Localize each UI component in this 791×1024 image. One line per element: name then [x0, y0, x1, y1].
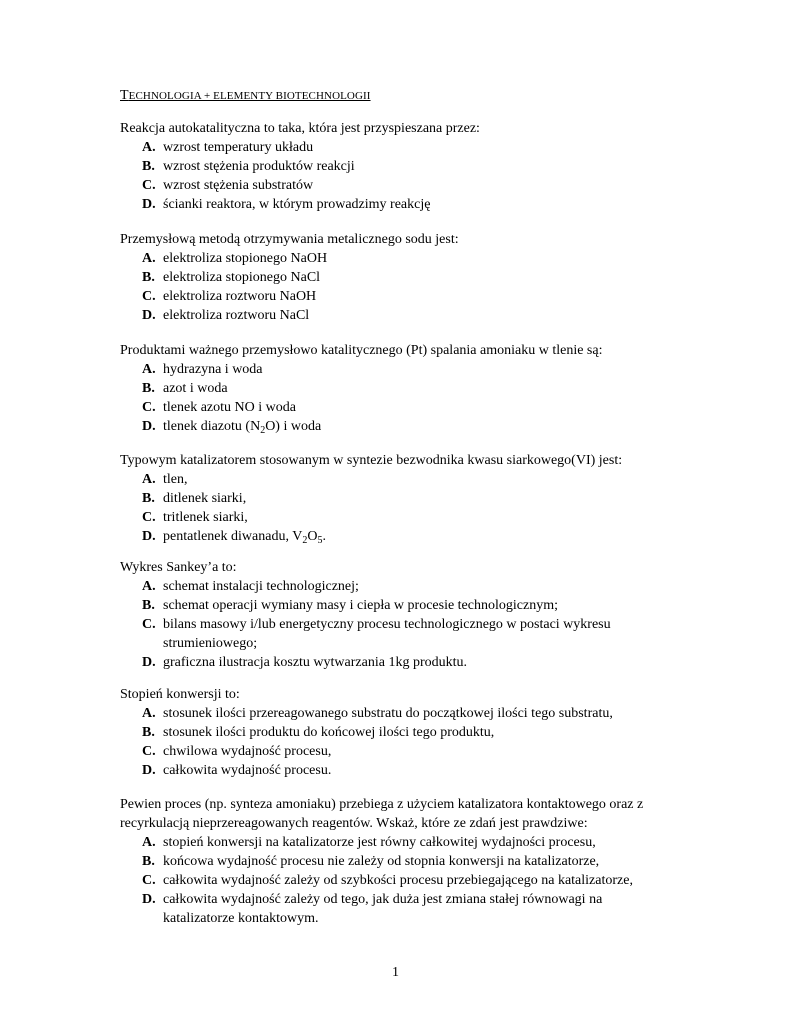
- option-b: [120, 723, 680, 742]
- question-2: [120, 230, 680, 325]
- option-b: [120, 379, 680, 398]
- option-label: A.: [142, 251, 156, 266]
- option-text: azot i woda: [163, 381, 228, 396]
- option-text: bilans masowy i/lub energetyczny procesu technologicznego w postaci wykresu strumieniowego;: [163, 617, 611, 651]
- option-d: [120, 761, 680, 780]
- option-text: całkowita wydajność procesu.: [163, 763, 332, 778]
- question-text: Reakcja autokatalityczna to taka, która jest przyspieszana przez:: [120, 121, 480, 136]
- option-label: A.: [142, 362, 156, 377]
- option-label: B.: [142, 598, 155, 613]
- option-b: [120, 489, 680, 508]
- option-c: [120, 742, 680, 761]
- question-text: Stopień konwersji to:: [120, 687, 240, 702]
- title-initial: T: [120, 88, 129, 103]
- option-label: A.: [142, 472, 156, 487]
- option-text: wzrost stężenia substratów: [163, 178, 314, 193]
- option-text: tlenek diazotu $(N_2O)$ i woda: [163, 419, 322, 436]
- question-4: [120, 451, 680, 546]
- option-c: [120, 508, 680, 527]
- option-label: A.: [142, 835, 156, 850]
- option-text: graficzna ilustracja kosztu wytwarzania 1kg produktu.: [163, 655, 468, 670]
- option-label: D.: [142, 763, 156, 778]
- option-text: wzrost temperatury układu: [163, 140, 314, 155]
- option-text: elektroliza roztworu NaOH: [163, 289, 317, 304]
- question-text: Wykres Sankey’a to:: [120, 560, 237, 575]
- option-label: C.: [142, 289, 156, 304]
- option-d: [120, 890, 680, 928]
- question-text: Pewien proces (np. synteza amoniaku) przebiega z użyciem katalizatora kontaktowego oraz z recyrkulacją nieprzereagowanych reagentów. Wskaż, które ze zdań jest prawdziwe:: [120, 797, 644, 831]
- option-label: B.: [142, 381, 155, 396]
- option-label: A.: [142, 706, 156, 721]
- option-label: D.: [142, 419, 156, 434]
- question-text: Przemysłową metodą otrzymywania metalicznego sodu jest:: [120, 232, 459, 247]
- option-label: C.: [142, 744, 156, 759]
- option-text: chwilowa wydajność procesu,: [163, 744, 332, 759]
- option-label: D.: [142, 308, 156, 323]
- option-d: [120, 195, 680, 214]
- option-text: elektroliza roztworu NaCl: [163, 308, 310, 323]
- option-d: [120, 306, 680, 325]
- option-b: [120, 268, 680, 287]
- option-label: B.: [142, 270, 155, 285]
- option-b: [120, 596, 680, 615]
- option-text: stosunek ilości produktu do końcowej ilości tego produktu,: [163, 725, 495, 740]
- question-text: Produktami ważnego przemysłowo katalitycznego (Pt) spalania amoniaku w tlenie są:: [120, 343, 603, 358]
- option-text: schemat operacji wymiany masy i ciepła w procesie technologicznym;: [163, 598, 558, 613]
- option-c: [120, 615, 680, 653]
- question-1: [120, 119, 680, 214]
- option-text: tlenek azotu NO i woda: [163, 400, 296, 415]
- question-text: Typowym katalizatorem stosowanym w syntezie bezwodnika kwasu siarkowego(VI) jest:: [120, 453, 623, 468]
- option-label: B.: [142, 854, 155, 869]
- option-text: końcowa wydajność procesu nie zależy od stopnia konwersji na katalizatorze,: [163, 854, 600, 869]
- option-text: pentatlenek diwanadu, $V_2O_5$.: [163, 529, 326, 546]
- option-c: [120, 176, 680, 195]
- option-label: D.: [142, 655, 156, 670]
- option-text: stosunek ilości przereagowanego substratu do początkowej ilości tego substratu,: [163, 706, 613, 721]
- option-text: całkowita wydajność zależy od szybkości procesu przebiegającego na katalizatorze,: [163, 873, 633, 888]
- option-label: B.: [142, 159, 155, 174]
- option-label: A.: [142, 579, 156, 594]
- option-label: C.: [142, 178, 156, 193]
- option-label: B.: [142, 725, 155, 740]
- option-label: A.: [142, 140, 156, 155]
- option-label: D.: [142, 197, 156, 212]
- option-text: ditlenek siarki,: [163, 491, 247, 506]
- option-label: C.: [142, 617, 156, 632]
- option-text: tritlenek siarki,: [163, 510, 248, 525]
- option-label: D.: [142, 529, 156, 544]
- option-text: elektroliza stopionego NaCl: [163, 270, 321, 285]
- option-text: ścianki reaktora, w którym prowadzimy reakcję: [163, 197, 431, 212]
- option-text: wzrost stężenia produktów reakcji: [163, 159, 355, 174]
- option-label: C.: [142, 400, 156, 415]
- option-a: [120, 704, 680, 723]
- option-text: tlen,: [163, 472, 188, 487]
- option-label: D.: [142, 892, 156, 907]
- option-a: [120, 470, 680, 489]
- option-text: elektroliza stopionego NaOH: [163, 251, 328, 266]
- option-a: [120, 577, 680, 596]
- option-text: stopień konwersji na katalizatorze jest równy całkowitej wydajności procesu,: [163, 835, 596, 850]
- option-a: [120, 249, 680, 268]
- option-c: [120, 871, 680, 890]
- title-rest: ECHNOLOGIA + ELEMENTY BIOTECHNOLOGII: [128, 90, 371, 102]
- option-a: [120, 833, 680, 852]
- option-c: [120, 398, 680, 417]
- question-6: [120, 685, 680, 780]
- option-text: schemat instalacji technologicznej;: [163, 579, 359, 594]
- option-b: [120, 852, 680, 871]
- option-label: B.: [142, 491, 155, 506]
- option-label: C.: [142, 510, 156, 525]
- option-label: C.: [142, 873, 156, 888]
- option-text: całkowita wydajność zależy od tego, jak duża jest zmiana stałej równowagi na katalizatorze kontaktowym.: [163, 892, 603, 926]
- option-b: [120, 157, 680, 176]
- option-d: [120, 417, 680, 436]
- option-c: [120, 287, 680, 306]
- option-a: [120, 360, 680, 379]
- question-5: [120, 558, 680, 672]
- option-text: hydrazyna i woda: [163, 362, 263, 377]
- question-3: [120, 341, 680, 436]
- option-d: [120, 653, 680, 672]
- document-title: [120, 86, 371, 106]
- option-a: [120, 138, 680, 157]
- question-7: [120, 795, 680, 928]
- option-d: [120, 527, 680, 546]
- page-number: 1: [392, 965, 399, 980]
